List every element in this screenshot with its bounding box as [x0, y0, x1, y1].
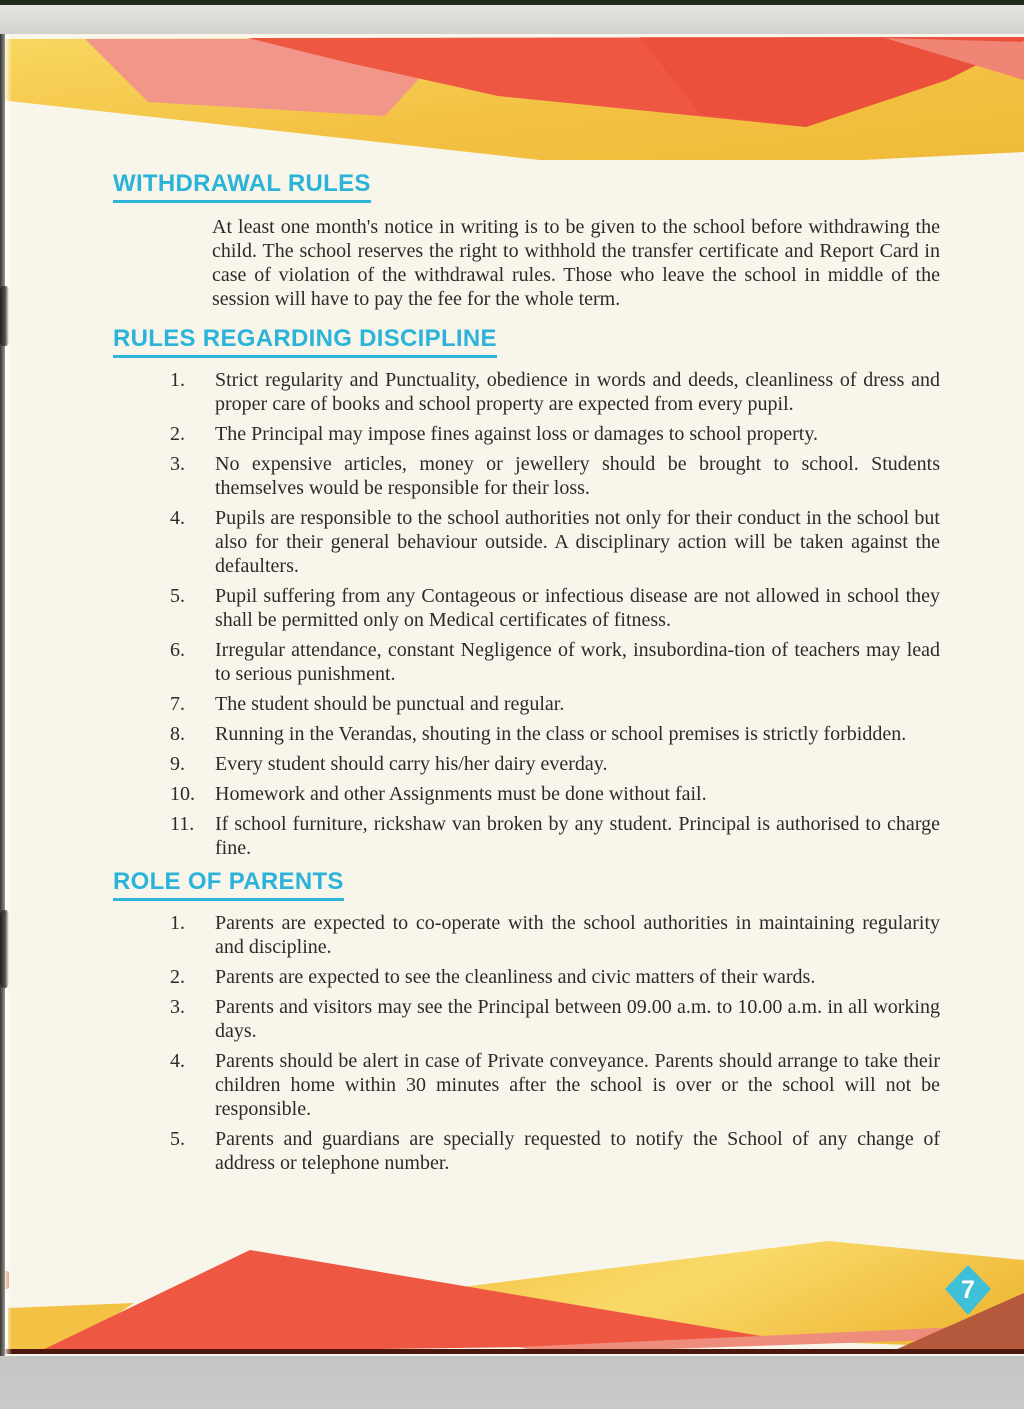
list-item-number: 2. [170, 423, 185, 445]
list-item-number: 3. [170, 996, 185, 1018]
list-item-number: 4. [170, 507, 185, 529]
list-item-number: 3. [170, 453, 185, 475]
list-item-text: Strict regularity and Punctuality, obedience in words and deeds, cleanliness of dress and proper care of books and school property are expected from every pupil. [215, 369, 940, 415]
list-item-text: Parents and guardians are specially requested to notify the School of any change of address or telephone number. [215, 1128, 940, 1174]
list-item-number: 1. [170, 912, 185, 934]
list-item-number: 11. [170, 813, 195, 835]
page-content [0, 34, 1024, 1175]
footer-decoration [0, 1236, 1024, 1356]
list-item-text: Parents and visitors may see the Principal between 09.00 a.m. to 10.00 a.m. in all working days. [215, 996, 940, 1042]
list-item [170, 422, 940, 446]
list-item [170, 638, 940, 686]
list-item [170, 722, 940, 746]
list-item-number: 5. [170, 585, 185, 607]
list-item-number: 5. [170, 1128, 185, 1150]
list-item [170, 1049, 940, 1121]
list-item [170, 584, 940, 632]
list-item [170, 911, 940, 959]
list-item-text: Every student should carry his/her dairy everday. [215, 753, 608, 775]
list-item-text: Parents are expected to see the cleanliness and civic matters of their wards. [215, 966, 816, 988]
list-item-number: 9. [170, 753, 185, 775]
parents-rules-list [170, 911, 940, 1175]
section-heading-role-of-parents: ROLE OF PARENTS [113, 868, 344, 901]
section-heading-withdrawal-rules: WITHDRAWAL RULES [113, 170, 371, 203]
list-item [170, 452, 940, 500]
list-item-number: 10. [170, 783, 195, 805]
list-item-text: Parents should be alert in case of Private conveyance. Parents should arrange to take their children home within 30 minutes after the school is over or the school will not be responsible. [215, 1050, 940, 1120]
page-number: 7 [961, 1276, 975, 1304]
list-item-text: Pupil suffering from any Contageous or infectious disease are not allowed in school they shall be permitted only on Medical certificates of fitness. [215, 585, 940, 631]
list-item [170, 692, 940, 716]
list-item [170, 782, 940, 806]
list-item [170, 995, 940, 1043]
list-item-text: Parents are expected to co-operate with the school authorities in maintaining regularity and discipline. [215, 912, 940, 958]
list-item [170, 965, 940, 989]
list-item-number: 7. [170, 693, 185, 715]
list-item-number: 2. [170, 966, 185, 988]
list-item-number: 8. [170, 723, 185, 745]
section-heading-rules-regarding-discipline: RULES REGARDING DISCIPLINE [113, 325, 497, 358]
page-bottom-edge-line [0, 1349, 1024, 1354]
list-item [170, 812, 940, 860]
list-item-text: The Principal may impose fines against loss or damages to school property. [215, 423, 819, 445]
list-item-text: Running in the Verandas, shouting in the class or school premises is strictly forbidden. [215, 723, 907, 745]
list-item-number: 4. [170, 1050, 185, 1072]
list-item-number: 6. [170, 639, 185, 661]
scan-background-top [0, 5, 1024, 34]
scan-background-bottom [0, 1356, 1024, 1409]
list-item-text: The student should be punctual and regular. [215, 693, 565, 715]
withdrawal-paragraph: At least one month's notice in writing is to be given to the school before withdrawing the child. The school reserves the right to withhold the transfer certificate and Report Card in case of violation of the withdrawal rules. Those who leave the school in middle of the session will have to pay the fee for the whole term. [212, 216, 940, 310]
list-item [170, 506, 940, 578]
list-item-text: Pupils are responsible to the school authorities not only for their conduct in the school but also for their general behaviour outside. A disciplinary action will be taken against the defaulters. [215, 507, 940, 577]
list-item-text: Homework and other Assignments must be done without fail. [215, 783, 707, 805]
list-item [170, 368, 940, 416]
list-item-text: Irregular attendance, constant Negligence of work, insubordina-tion of teachers may lead to serious punishment. [215, 639, 940, 685]
handbook-page [0, 34, 1024, 1356]
list-item-text: No expensive articles, money or jewellery should be brought to school. Students themselves would be responsible for their loss. [215, 453, 940, 499]
list-item [170, 752, 940, 776]
discipline-rules-list [170, 368, 940, 860]
list-item [170, 1127, 940, 1175]
list-item-text: If school furniture, rickshaw van broken by any student. Principal is authorised to charge fine. [215, 813, 940, 859]
list-item-number: 1. [170, 369, 185, 391]
